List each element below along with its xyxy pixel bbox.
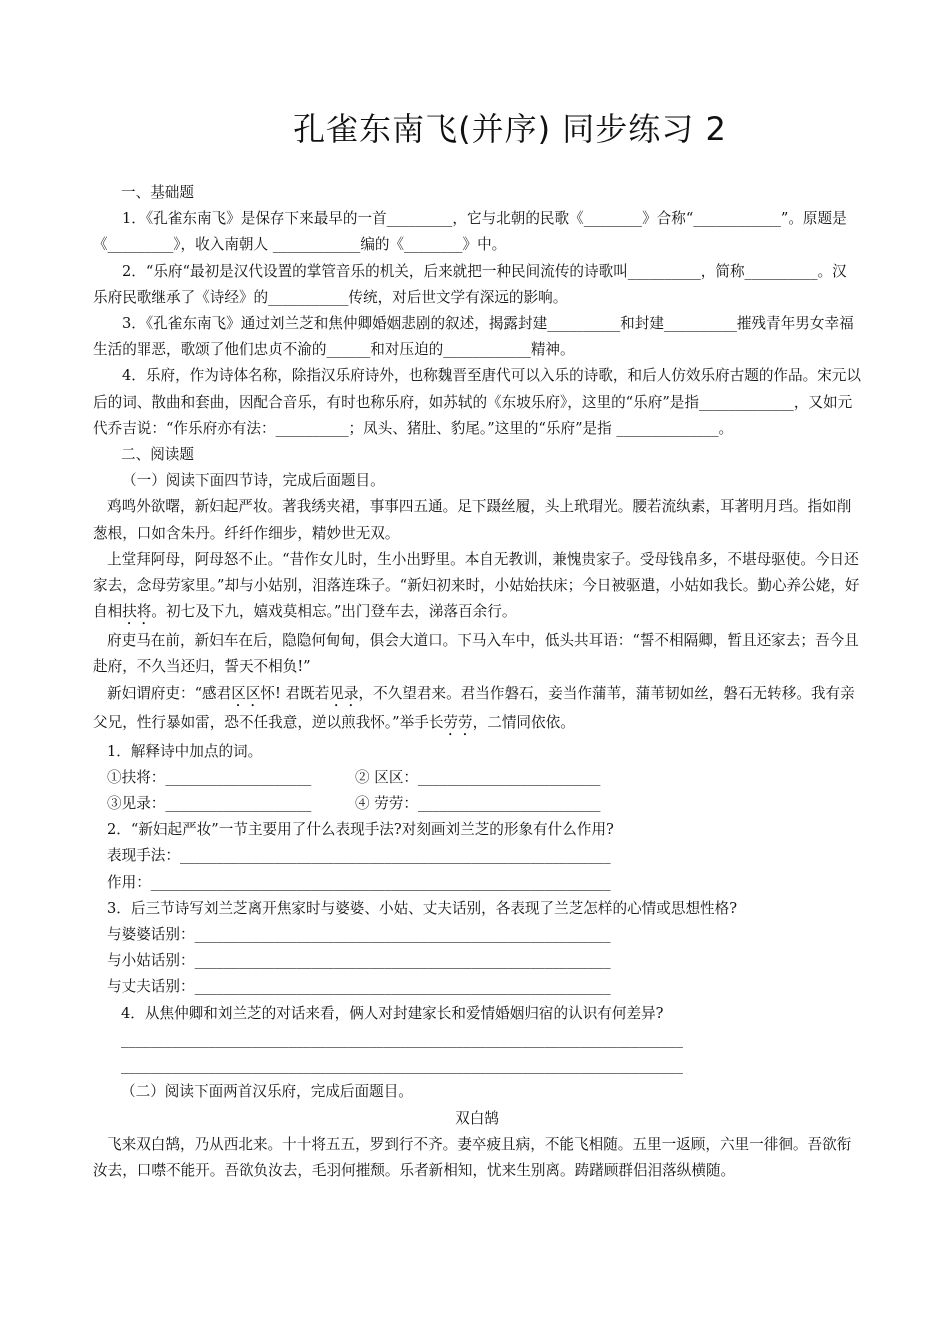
document-body <box>93 180 861 1184</box>
poem-stanza-3: 府吏马在前，新妇车在后，隐隐何甸甸，俱会大道口。下马入车中，低头共耳语：“誓不相隔卿，暂且还家去；吾今且赴府，不久当还归，誓天不相负!” <box>93 632 859 676</box>
answer-line: _____________________________________________________________________________ <box>121 1030 683 1048</box>
answer-line: _____________________________________________________________________________ <box>121 1057 683 1075</box>
poem-text: ，二情同依依。 <box>472 713 575 731</box>
answer-blank: ② 区区：_________________________ <box>355 768 601 786</box>
poem-stanza-2 <box>93 547 861 628</box>
answer-blank: ④ 劳劳：_________________________ <box>355 795 601 813</box>
poem-stanza-1: 鸡鸣外欲曙，新妇起严妆。著我绣夹裙，事事四五通。足下蹑丝履，头上玳瑁光。腰若流纨素，耳著明月珰。指如削葱根，口如含朱丹。纤纤作细步，精妙世无双。 <box>93 498 852 542</box>
section1-heading: 一、基础题 <box>121 184 194 201</box>
reading-q1-row1 <box>93 765 861 791</box>
reading-q1-stem: 1．解释诗中加点的词。 <box>107 742 263 760</box>
question-1: 1．《孔雀东南飞》是保存下来最早的一首_________，它与北朝的民歌《________》合称“____________”。原题是《_________》，收入南朝人 ____________编的《________》中。 <box>93 210 847 254</box>
answer-line: 与丈夫话别：_________________________________________________________ <box>107 978 611 996</box>
poem-stanza-4 <box>93 681 861 739</box>
poem-text: ，不久望君来。君当作磐石，妾当作蒲苇，蒲苇韧如丝，磐石无转移。我有亲父兄，性行暴如雷，恐不任我意，逆以煎我怀。”举手长 <box>93 684 855 731</box>
reading-q1-row2 <box>93 791 861 817</box>
reading-q3-stem: 3．后三节诗写刘兰芝离开焦家时与婆婆、小姑、丈夫话别，各表现了兰芝怎样的心情或思想性格? <box>107 899 738 917</box>
poem-text: 。初七及下九，嬉戏莫相忘。”出门登车去，涕落百余行。 <box>151 603 517 621</box>
dotted-word: 劳劳 <box>443 713 473 731</box>
page-title: 孔雀东南飞(并序) 同步练习 2 <box>293 110 727 148</box>
section2-heading: 二、阅读题 <box>121 446 194 464</box>
poem-text: 上堂拜阿母，阿母怒不止。“昔作女儿时，生小出野里。本自无教训，兼愧贵家子。受母钱帛多，不堪母驱使。今日还家去，念母劳家里。”却与小姑别，泪落连珠子。“新妇初来时，小姑始扶床；今日被驱遣，小姑如我长。勤心养公姥，好自相 <box>93 550 860 621</box>
question-4: 4．乐府，作为诗体名称，除指汉乐府诗外，也称魏晋至唐代可以入乐的诗歌，和后人仿效乐府古题的作品。宋元以后的词、散曲和套曲，因配合音乐，有时也称乐府，如苏轼的《东坡乐府》，这里的“乐府”是指_____________，又如元代乔吉说：“作乐府亦有法：__________；凤头、猪肚、豹尾。”这里的“乐府”是指 ______________。 <box>93 367 861 437</box>
dotted-word: 扶将 <box>122 603 152 621</box>
answer-blank: ③见录：____________________ <box>107 795 312 813</box>
poem-text: 新妇谓府吏：“感君 <box>107 684 232 702</box>
dotted-word: 区区 <box>231 684 261 702</box>
reading-q4-stem: 4．从焦仲卿和刘兰芝的对话来看，俩人对封建家长和爱情婚姻归宿的认识有何差异? <box>121 1004 664 1022</box>
poem-text: 怀! 君既若 <box>260 684 330 702</box>
answer-blank: ①扶将：____________________ <box>107 768 312 786</box>
poem-title: 双白鹄 <box>455 1109 499 1127</box>
answer-line: 与婆婆话别：_________________________________________________________ <box>107 926 611 944</box>
part1-intro: （一）阅读下面四节诗，完成后面题目。 <box>122 472 385 490</box>
answer-line: 与小姑话别：_________________________________________________________ <box>107 952 611 970</box>
poem-stanza-5: 飞来双白鹄，乃从西北来。十十将五五，罗到行不齐。妻卒疲且病，不能飞相随。五里一返顾，六里一徘徊。吾欲衔汝去，口噤不能开。吾欲负汝去，毛羽何摧颓。乐者新相知，忧来生别离。踌躇顾群侣泪落纵横随。 <box>93 1135 852 1179</box>
question-2: 2．“乐府“最初是汉代设置的掌管音乐的机关，后来就把一种民间流传的诗歌叫__________，简称__________。汉乐府民歌继承了《诗经》的___________传统，对后世文学有深远的影响。 <box>93 262 847 306</box>
reading-q2-stem: 2．“新妇起严妆”一节主要用了什么表现手法?对刻画刘兰芝的形象有什么作用? <box>107 821 614 839</box>
answer-line: 作用：_______________________________________________________________ <box>107 873 611 891</box>
question-3: 3．《孔雀东南飞》通过刘兰芝和焦仲卿婚姻悲剧的叙述，揭露封建__________和封建__________摧残青年男女幸福生活的罪恶，歌颂了他们忠贞不渝的______和对压迫的____________精神。 <box>93 315 854 359</box>
dotted-word: 见录 <box>329 684 359 702</box>
answer-line: 表现手法：___________________________________________________________ <box>107 847 611 865</box>
part2-intro: （二）阅读下面两首汉乐府，完成后面题目。 <box>121 1083 413 1101</box>
